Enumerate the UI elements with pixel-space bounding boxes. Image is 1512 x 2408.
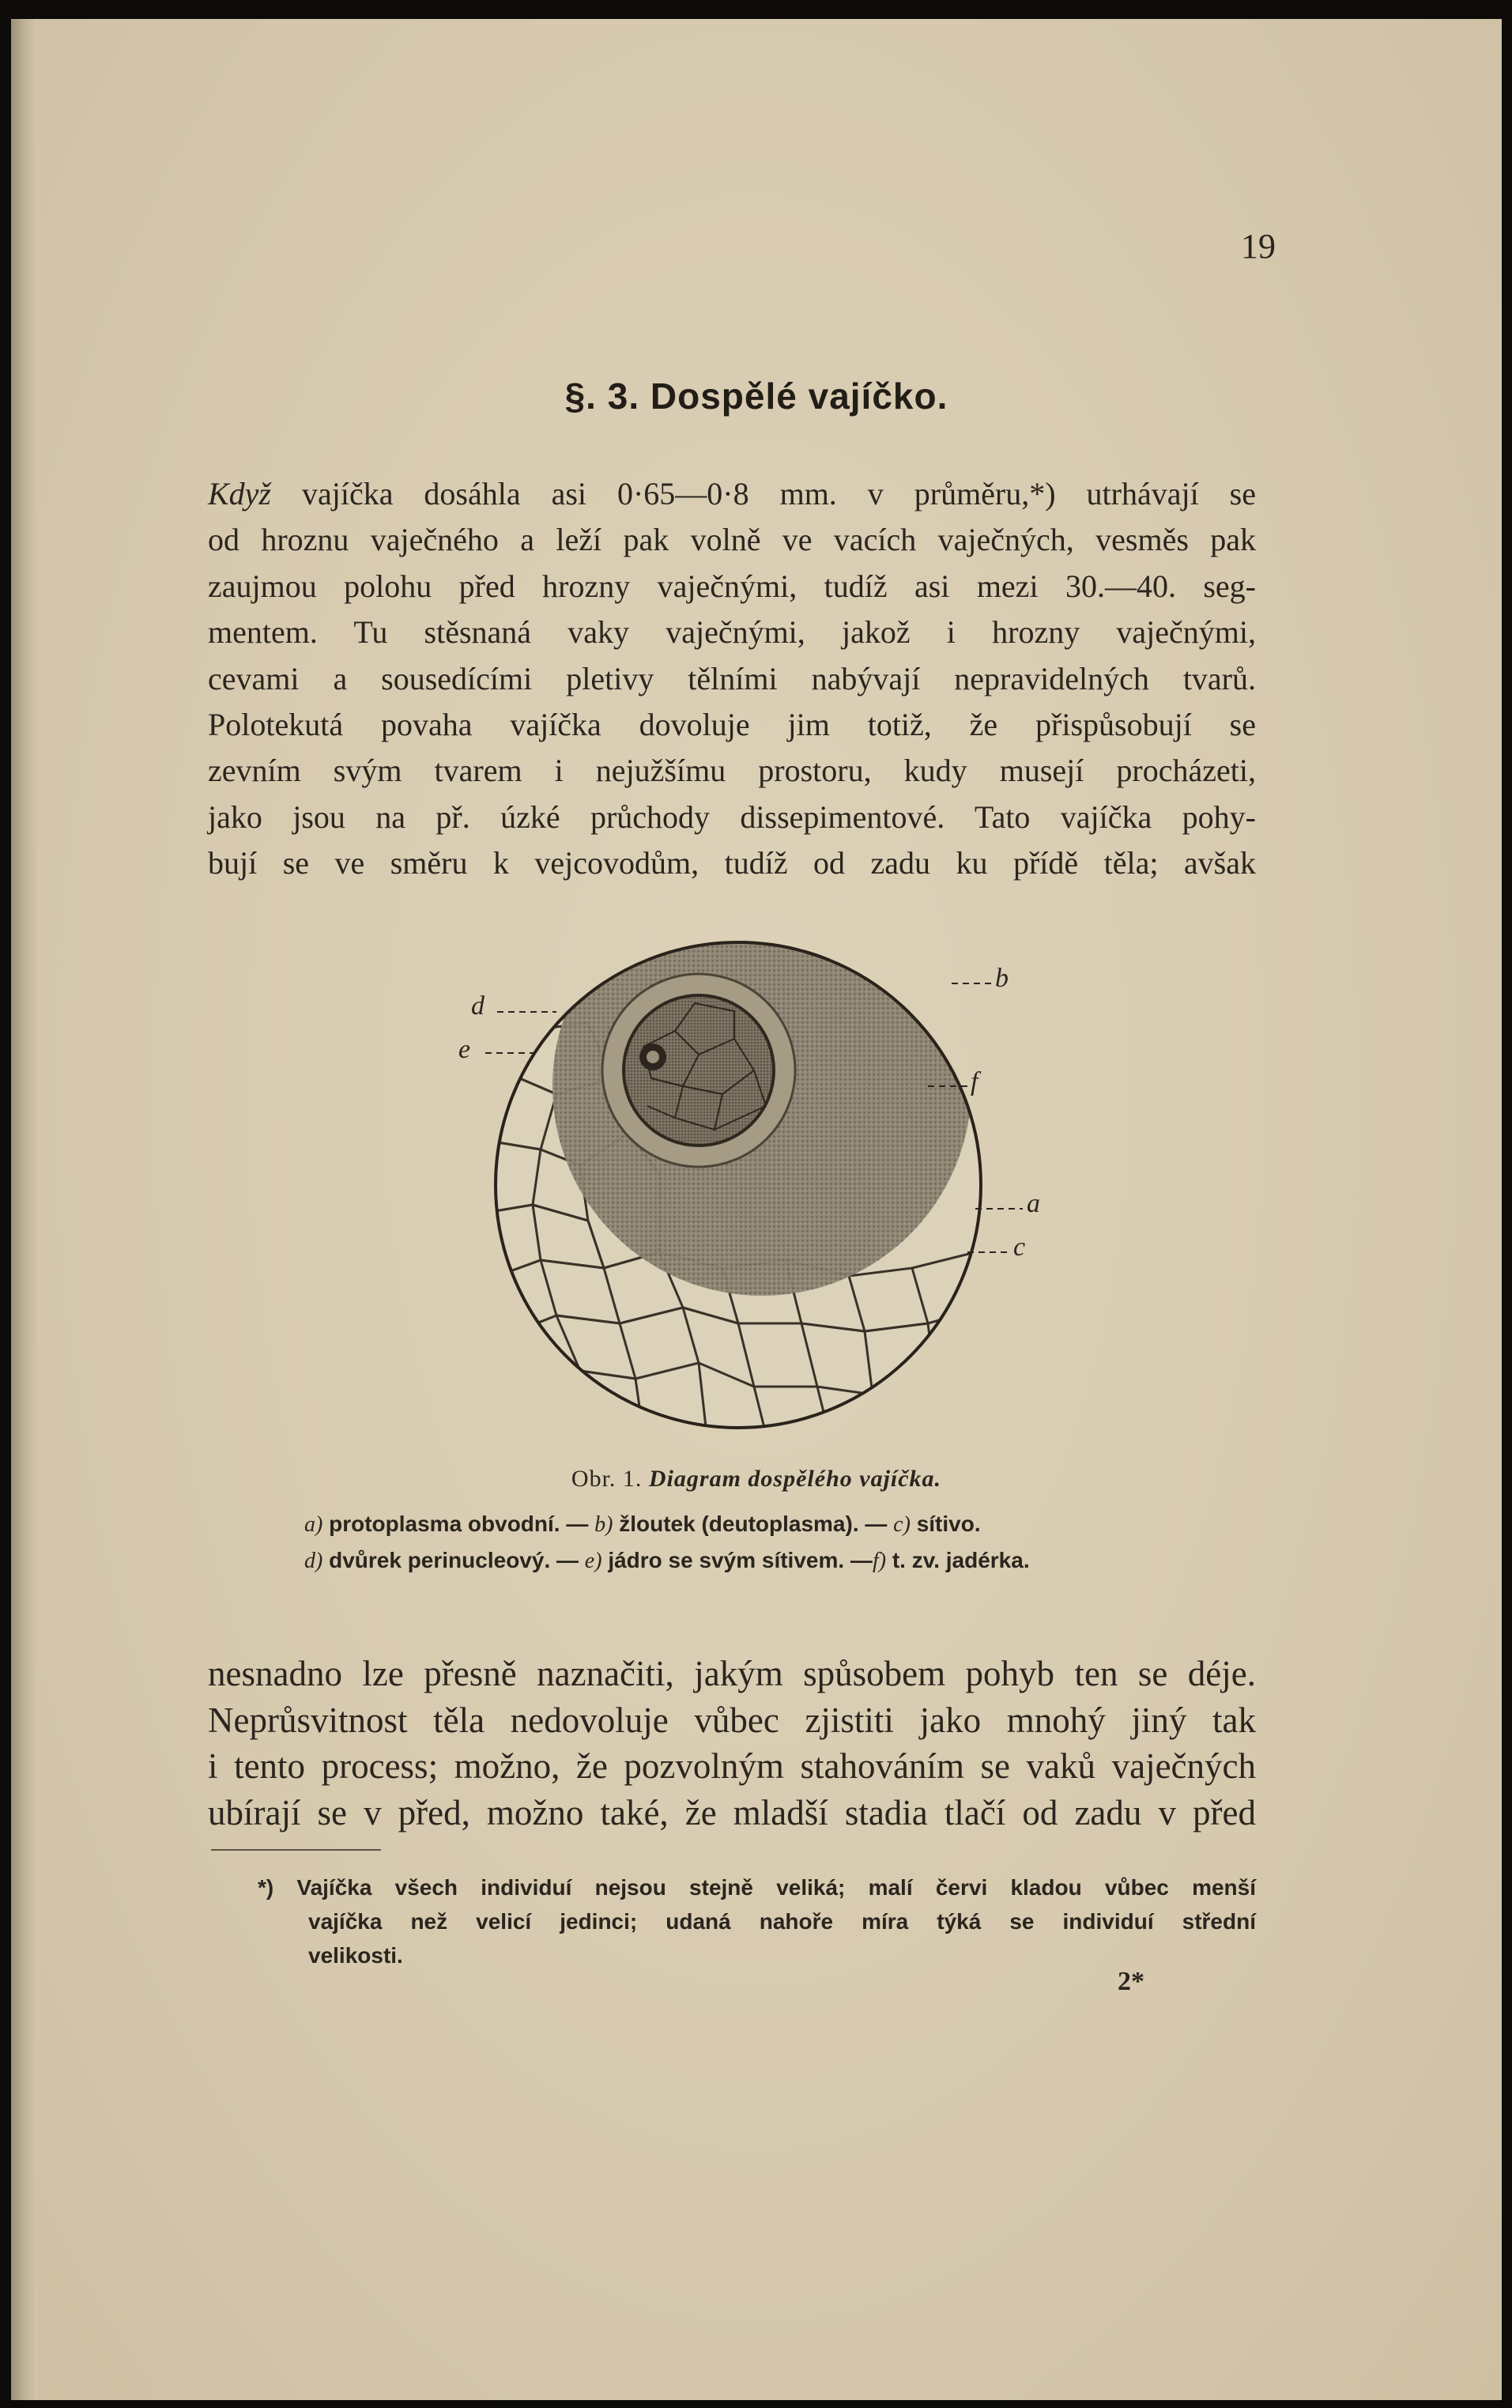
footnote-rule [211, 1849, 381, 1851]
egg-diagram-illustration [422, 912, 1054, 1458]
figure-label-b: b [995, 964, 1009, 993]
footnote [258, 1870, 1256, 1972]
footnote-line: vajíčka než velicí jedinci; udaná nahoře míra týká se individuí střední [308, 1909, 1256, 1934]
figure-label-d: d [471, 991, 485, 1021]
section-heading: §. 3. Dospělé vajíčko. [564, 376, 948, 417]
figure-label-f: f [971, 1067, 978, 1096]
page-number: 19 [1241, 227, 1276, 266]
paragraph-2 [208, 1651, 1256, 1836]
figure-caption: Obr. 1. Diagram dospělého vajíčka. [571, 1466, 942, 1492]
figure-legend-line-2: d) dvůrek perinucleový. — e) jádro se svým sítivem. —f) t. zv. jadérka. [304, 1548, 1030, 1573]
paragraph-1-line: zevním svým tvarem i nejužšímu prostoru, kudy musejí procházeti, [208, 753, 1256, 789]
figure-label-a: a [1027, 1189, 1040, 1218]
figure-label-c: c [1013, 1232, 1026, 1262]
paragraph-2-line: ubírají se v před, možno také, že mladší stadia tlačí od zadu v před [208, 1792, 1256, 1832]
paragraph-1-line: Polotekutá povaha vajíčka dovoluje jim totiž, že přispůsobují se [208, 707, 1256, 743]
footnote-line: *) Vajíčka všech individuí nejsou stejně veliká; malí červi kladou vůbec menší [258, 1875, 1256, 1900]
paragraph-1-line: zaujmou polohu před hrozny vaječnými, tudíž asi mezi 30.—40. seg- [208, 568, 1256, 604]
paragraph-1-line: bují se ve směru k vejcovodům, tudíž od zadu ku přídě těla; avšak [208, 845, 1256, 881]
book-page [11, 19, 1502, 2400]
figure-label-e: e [458, 1035, 471, 1064]
figure-caption-title: Diagram dospělého vajíčka. [648, 1466, 942, 1492]
paragraph-2-line: nesnadno lze přesně naznačiti, jakým spůsobem pohyb ten se déje. [208, 1654, 1256, 1693]
paragraph-1-line: mentem. Tu stěsnaná vaky vaječnými, jakož i hrozny vaječnými, [208, 614, 1256, 651]
paragraph-1-line: cevami a sousedícími pletivy tělními nabývají nepravidelných tvarů. [208, 660, 1256, 696]
italic-lead: Když [208, 476, 271, 511]
signature-mark: 2* [1118, 1967, 1144, 1996]
figure-legend-line-1: a) protoplasma obvodní. — b) žloutek (deutoplasma). — c) sítivo. [304, 1512, 981, 1537]
egg-diagram-figure [422, 912, 1054, 1458]
paragraph-1-line: jako jsou na př. úzké průchody dissepimentové. Tato vajíčka pohy- [208, 798, 1256, 835]
paragraph-1-line: od hroznu vaječného a leží pak volně ve vacích vaječných, vesměs pak [208, 522, 1256, 558]
paragraph-2-line: Neprůsvitnost těla nedovoluje vůbec zjistiti jako mnohý jiný tak [208, 1700, 1256, 1740]
paragraph-1 [208, 471, 1256, 887]
paragraph-2-line: i tento process; možno, že pozvolným stahováním se vaků vaječných [208, 1746, 1256, 1786]
footnote-line: velikosti. [308, 1943, 403, 1968]
paragraph-1-line: Když vajíčka dosáhla asi 0·65—0·8 mm. v průměru,*) utrhávají se [208, 476, 1256, 511]
